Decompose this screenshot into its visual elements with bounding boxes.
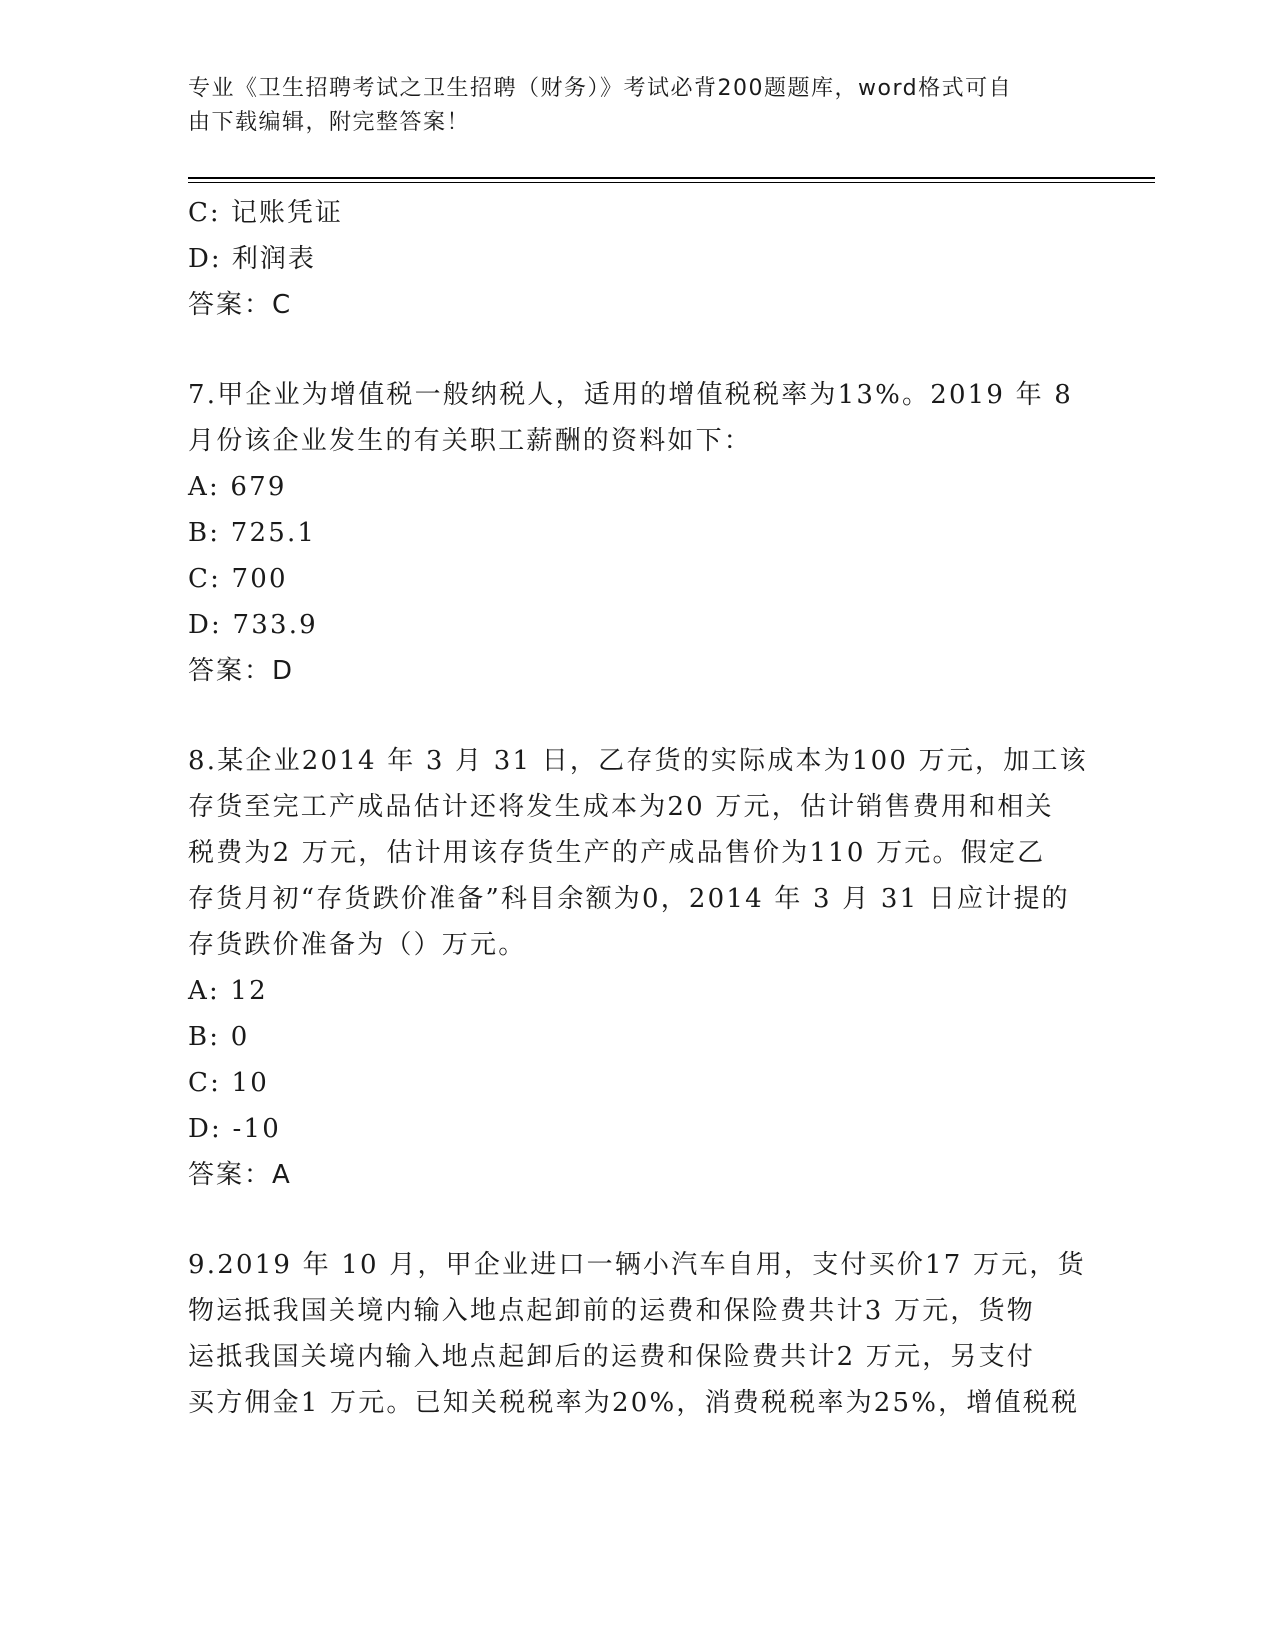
question-text-line: 存货跌价准备为（）万元。 [188, 930, 527, 960]
question-text-line: 运抵我国关境内输入地点起卸后的运费和保险费共计2 万元，另支付 [188, 1342, 1036, 1372]
question-text-line: 存货月初“存货跌价准备”科目余额为0，2014 年 3 月 31 日应计提的 [188, 884, 1070, 914]
question-text-line: 月份该企业发生的有关职工薪酬的资料如下： [188, 426, 753, 456]
option-line: D: 733.9 [188, 610, 318, 640]
previous-question-tail [188, 190, 1088, 328]
question-text-line: 税费为2 万元，估计用该存货生产的产成品售价为110 万元。假定乙 [188, 838, 1046, 868]
question-text-line: 9.2019 年 10 月，甲企业进口一辆小汽车自用，支付买价17 万元，货 [188, 1250, 1086, 1280]
answer-line: 答案：A [188, 1160, 292, 1190]
header-rule-thin [188, 182, 1155, 183]
header-line-2: 由下载编辑，附完整答案！ [188, 110, 471, 135]
question-text-line: 存货至完工产成品估计还将发生成本为20 万元，估计销售费用和相关 [188, 792, 1054, 822]
option-line: C: 记账凭证 [188, 198, 343, 228]
answer-line: 答案：D [188, 656, 295, 686]
option-line: B: 725.1 [188, 518, 317, 548]
question-8 [188, 738, 1088, 1198]
spacer [188, 694, 1088, 738]
option-line: C: 700 [188, 564, 288, 594]
question-7 [188, 372, 1088, 694]
header-rule-thick [188, 177, 1155, 179]
option-line: A: 679 [188, 472, 287, 502]
spacer [188, 1198, 1088, 1242]
question-text-line: 8.某企业2014 年 3 月 31 日，乙存货的实际成本为100 万元，加工该 [188, 746, 1088, 776]
question-text-line: 7.甲企业为增值税一般纳税人，适用的增值税税率为13%。2019 年 8 [188, 380, 1074, 410]
document-header [188, 72, 1068, 140]
question-text-line: 买方佣金1 万元。已知关税税率为20%，消费税税率为25%，增值税税 [188, 1388, 1080, 1418]
option-line: A: 12 [188, 976, 268, 1006]
header-line-1: 专业《卫生招聘考试之卫生招聘（财务）》考试必背200题题库，word格式可自 [188, 76, 1013, 101]
spacer [188, 328, 1088, 372]
option-line: B: 0 [188, 1022, 250, 1052]
option-line: D: 利润表 [188, 244, 316, 274]
document-body [188, 190, 1088, 1426]
option-line: C: 10 [188, 1068, 270, 1098]
answer-line: 答案：C [188, 290, 293, 320]
question-text-line: 物运抵我国关境内输入地点起卸前的运费和保险费共计3 万元，货物 [188, 1296, 1036, 1326]
question-9 [188, 1242, 1088, 1426]
option-line: D: -10 [188, 1114, 281, 1144]
